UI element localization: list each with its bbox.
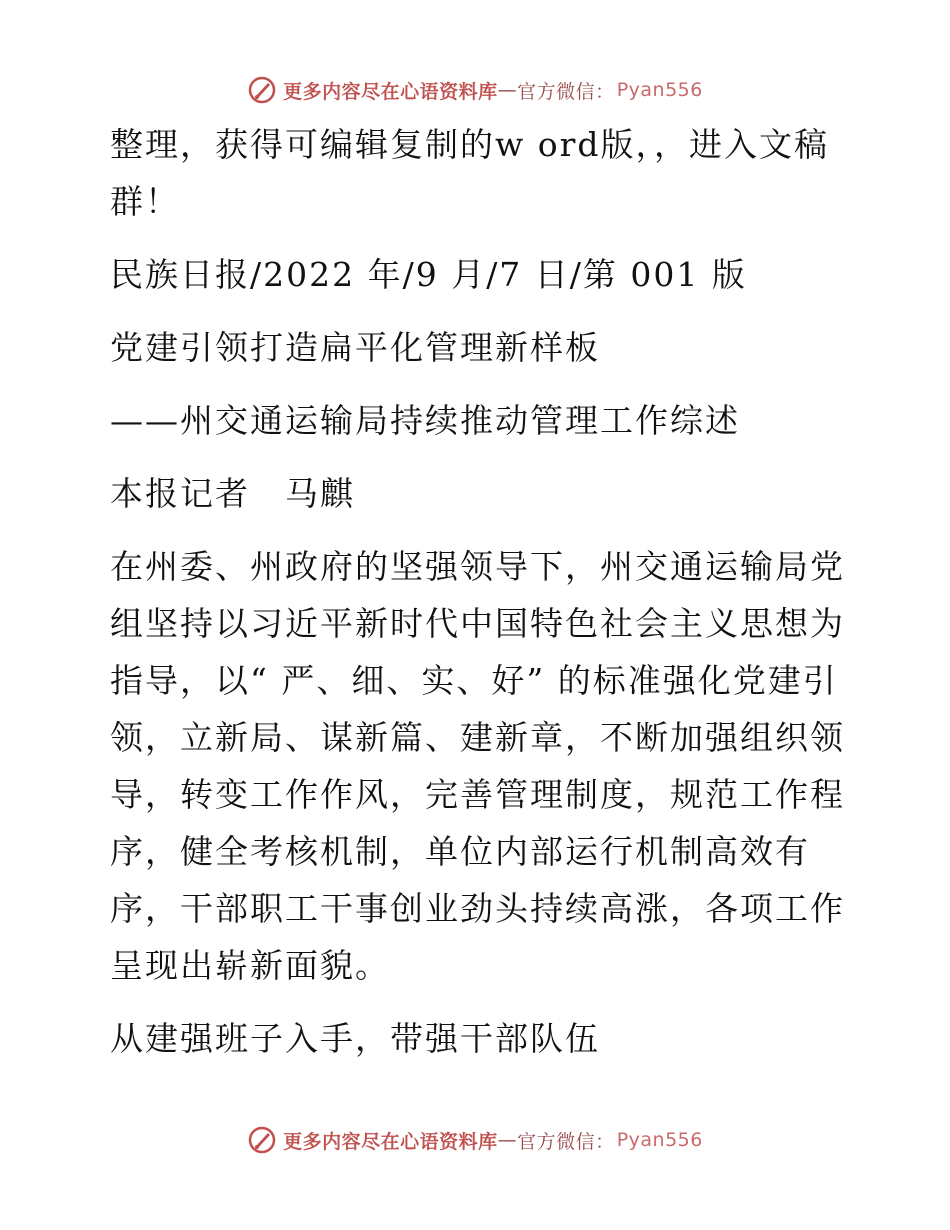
subheadline: ——州交通运输局持续推动管理工作综述: [110, 401, 740, 440]
paragraph-1: 在州委、州政府的坚强领导下，州交通运输局党组坚持以习近平新时代中国特色社会主义思想为指导，以“ 严、细、实、好” 的标准强化党建引领，立新局、谋新篇、建新章，不断加强组织领导，转变工作作风，完善管理制度，规范工作程序，健全考核机制，单位内部运行机制高效有序，干部职工干事创业劲头持续高涨，各项工作呈现出崭新面貌。: [110, 547, 845, 985]
watermark-separator: —: [497, 1129, 518, 1151]
source-line: 民族日报/2022 年/9 月/7 日/第 001 版: [110, 255, 747, 294]
document-body: [98, 116, 858, 1083]
watermark-brand: 更多内容尽在心语资料库: [283, 80, 498, 103]
header-watermark: [0, 70, 950, 110]
watermark-id: Pyan556: [616, 79, 703, 101]
footer-watermark: [0, 1120, 950, 1160]
watermark-label: 官方微信：: [517, 80, 615, 103]
headline: 党建引领打造扁平化管理新样板: [110, 328, 600, 367]
watermark-separator: —: [497, 79, 518, 101]
watermark-brand: 更多内容尽在心语资料库: [283, 1130, 498, 1153]
byline: 本报记者 马麒: [110, 474, 355, 513]
quill-seal-icon: [247, 75, 277, 105]
watermark-id: Pyan556: [616, 1129, 703, 1151]
notice-text: 整理，获得可编辑复制的w ord版，，进入文稿群！: [110, 125, 830, 221]
section-heading: 从建强班子入手，带强干部队伍: [110, 1019, 600, 1058]
watermark-label: 官方微信：: [517, 1130, 615, 1153]
quill-seal-icon: [247, 1125, 277, 1155]
